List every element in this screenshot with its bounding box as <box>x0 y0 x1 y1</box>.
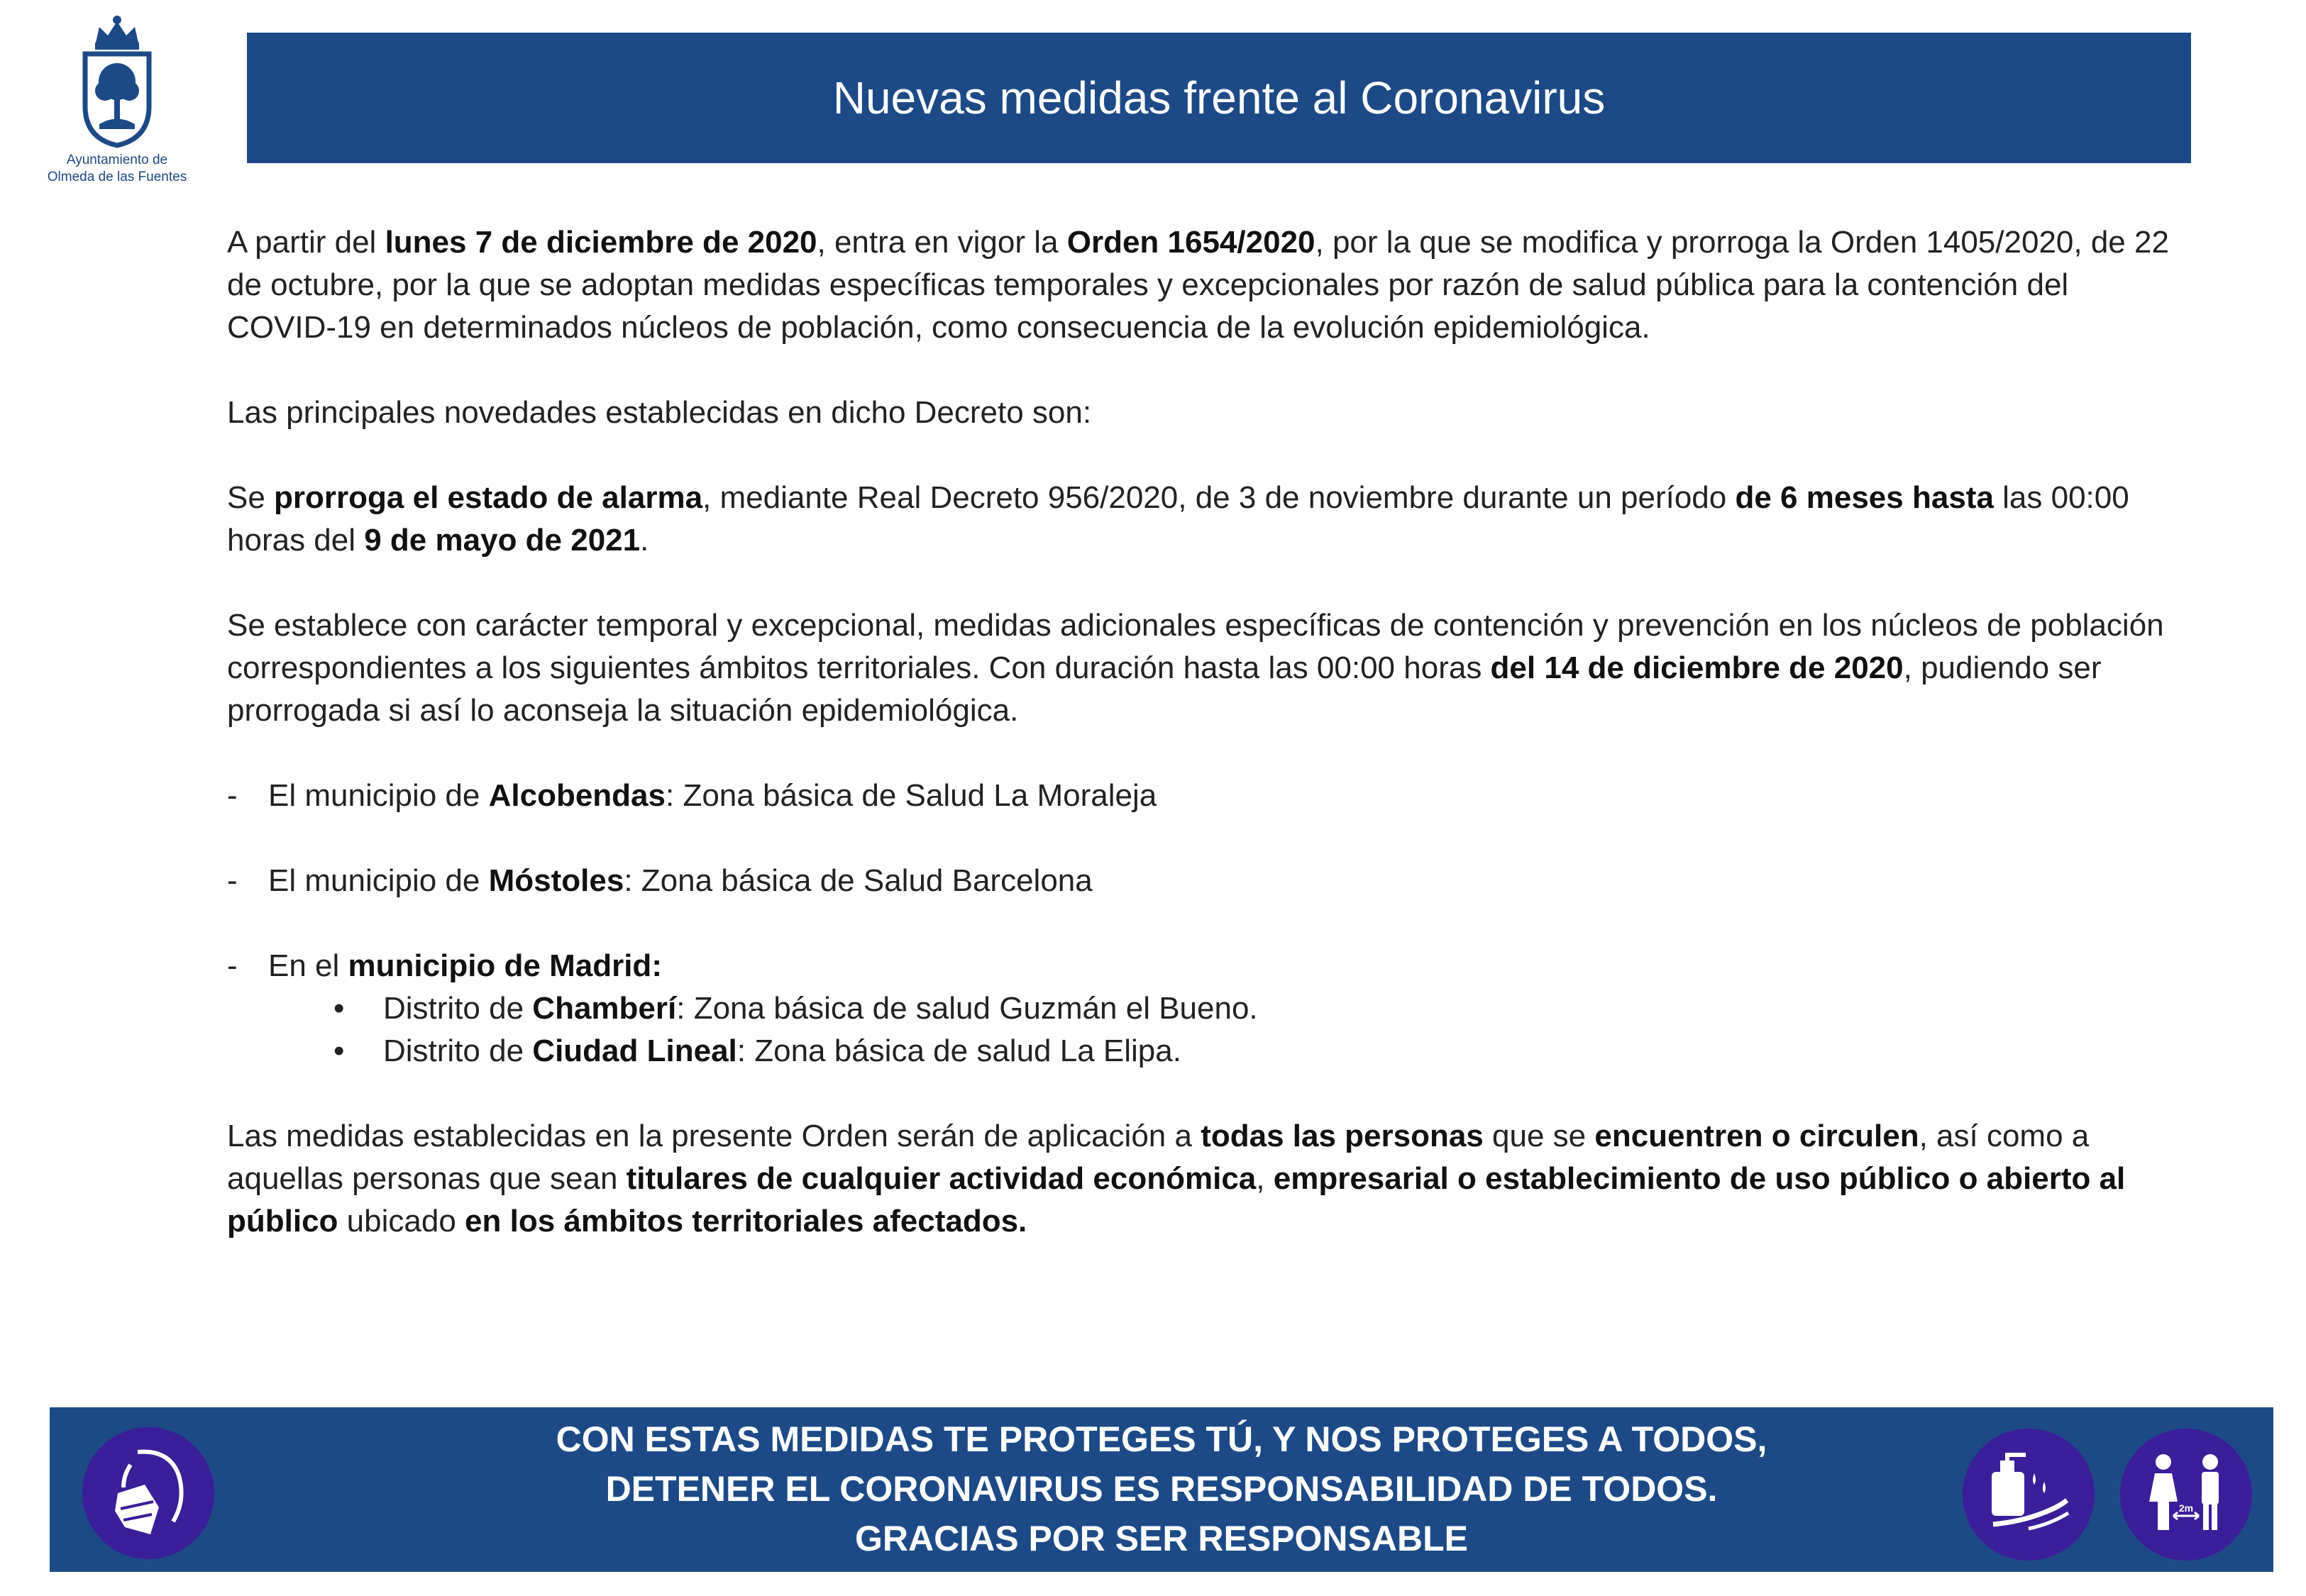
novedades-paragraph: Las principales novedades establecidas en dicho Decreto son: <box>227 395 1092 430</box>
intro-paragraph <box>227 221 2171 349</box>
text-span: Distrito de <box>383 1033 533 1068</box>
estado-alarma-paragraph <box>227 477 2171 562</box>
text-span: : Zona básica de Salud Barcelona <box>624 863 1093 898</box>
text-span: , por la que se modifica y prorroga la Orden 1405/2020, de 22 de octubre, por la que se adoptan medidas específicas temporales y excepcionales por razón de salud pública para la contención del COVID-19 en determinados núcleos de población, como consecuencia de la evolución epidemiológica. <box>227 225 2169 345</box>
list-item <box>227 860 2171 902</box>
text-span: Las medidas establecidas en la presente Orden serán de aplicación a <box>227 1119 1201 1153</box>
text-span: Se <box>227 480 275 515</box>
text-span: las 00:00 horas del <box>227 480 2129 558</box>
medidas-adicionales-paragraph <box>227 604 2171 732</box>
sub-list-item <box>227 987 2171 1030</box>
bold-text: Móstoles <box>488 863 624 898</box>
bullet-marker: • <box>333 1033 345 1068</box>
text-span: Distrito de <box>383 991 533 1026</box>
text-span: . <box>640 523 649 558</box>
dash-marker: - <box>227 778 238 813</box>
bold-text: lunes 7 de diciembre de 2020 <box>385 225 817 260</box>
bold-text: todas las personas <box>1201 1119 1484 1153</box>
social-distance-icon <box>2120 1429 2252 1561</box>
footer-banner <box>50 1407 2273 1572</box>
text-span: , entra en vigor la <box>817 225 1067 260</box>
dash-marker: - <box>227 863 238 898</box>
hand-sanitizer-icon <box>1963 1429 2095 1561</box>
list-item <box>227 775 2171 817</box>
header-banner <box>247 33 2191 163</box>
text-span: En el <box>268 948 348 983</box>
text-span: ubicado <box>338 1204 465 1238</box>
bold-text: del 14 de diciembre de 2020 <box>1490 650 1904 685</box>
text-span: : Zona básica de salud La Elipa. <box>737 1033 1181 1068</box>
dash-marker: - <box>227 948 238 983</box>
bullet-marker: • <box>333 991 345 1026</box>
bold-text: de 6 meses hasta <box>1735 480 1994 515</box>
bold-text: encuentren o circulen <box>1594 1119 1919 1153</box>
text-span: , mediante Real Decreto 956/2020, de 3 de noviembre durante un período <box>702 480 1736 515</box>
bold-text: titulares de cualquier actividad económica <box>626 1161 1257 1196</box>
text-span: El municipio de <box>268 778 489 813</box>
text-span: : Zona básica de Salud La Moraleja <box>666 778 1157 813</box>
document-body <box>227 221 2171 1243</box>
distance-label: 2m <box>2178 1502 2194 1514</box>
bold-text: Alcobendas <box>488 778 666 813</box>
text-span: que se <box>1483 1119 1595 1153</box>
text-span: A partir del <box>227 225 385 260</box>
text-span: , así como a aquellas personas que sean <box>227 1119 2090 1196</box>
footer-line-2: DETENER EL CORONAVIRUS ES RESPONSABILIDAD DE TODOS. <box>605 1469 1718 1509</box>
text-span: El municipio de <box>268 863 489 898</box>
text-span: : Zona básica de salud Guzmán el Bueno. <box>676 991 1258 1026</box>
face-mask-icon <box>82 1427 214 1559</box>
aplicacion-paragraph <box>227 1115 2171 1243</box>
logo-line-2: Olmeda de las Fuentes <box>47 170 187 184</box>
footer-message <box>333 1414 1990 1563</box>
bold-text: Orden 1654/2020 <box>1066 225 1315 260</box>
text-span: Se establece con carácter temporal y excepcional, medidas adicionales específicas de contención y prevención en los núcleos de población correspondientes a los siguientes ámbitos territoriales. Con duración hasta las 00:00 horas <box>227 608 2164 685</box>
logo-line-1: Ayuntamiento de <box>66 153 168 167</box>
bold-text: prorroga el estado de alarma <box>274 480 703 515</box>
footer-line-1: CON ESTAS MEDIDAS TE PROTEGES TÚ, Y NOS PROTEGES A TODOS, <box>556 1419 1767 1459</box>
coat-of-arms-icon <box>78 14 156 149</box>
bold-text: Ciudad Lineal <box>532 1033 737 1068</box>
bold-text: municipio de Madrid: <box>348 948 662 983</box>
bold-text: empresarial o establecimiento de uso público o abierto al público <box>227 1161 2126 1238</box>
bold-text: Chamberí <box>532 991 677 1026</box>
bold-text: 9 de mayo de 2021 <box>364 523 641 558</box>
sub-list-item <box>227 1030 2171 1073</box>
footer-line-3: GRACIAS POR SER RESPONSABLE <box>854 1519 1468 1558</box>
bold-text: en los ámbitos territoriales afectados. <box>465 1204 1027 1238</box>
text-span: , pudiendo ser prorrogada si así lo aconseja la situación epidemiológica. <box>227 650 2102 728</box>
text-span: , <box>1256 1161 1274 1196</box>
list-item <box>227 945 2171 987</box>
municipality-logo <box>28 14 206 199</box>
page-title: Nuevas medidas frente al Coronavirus <box>832 72 1606 123</box>
